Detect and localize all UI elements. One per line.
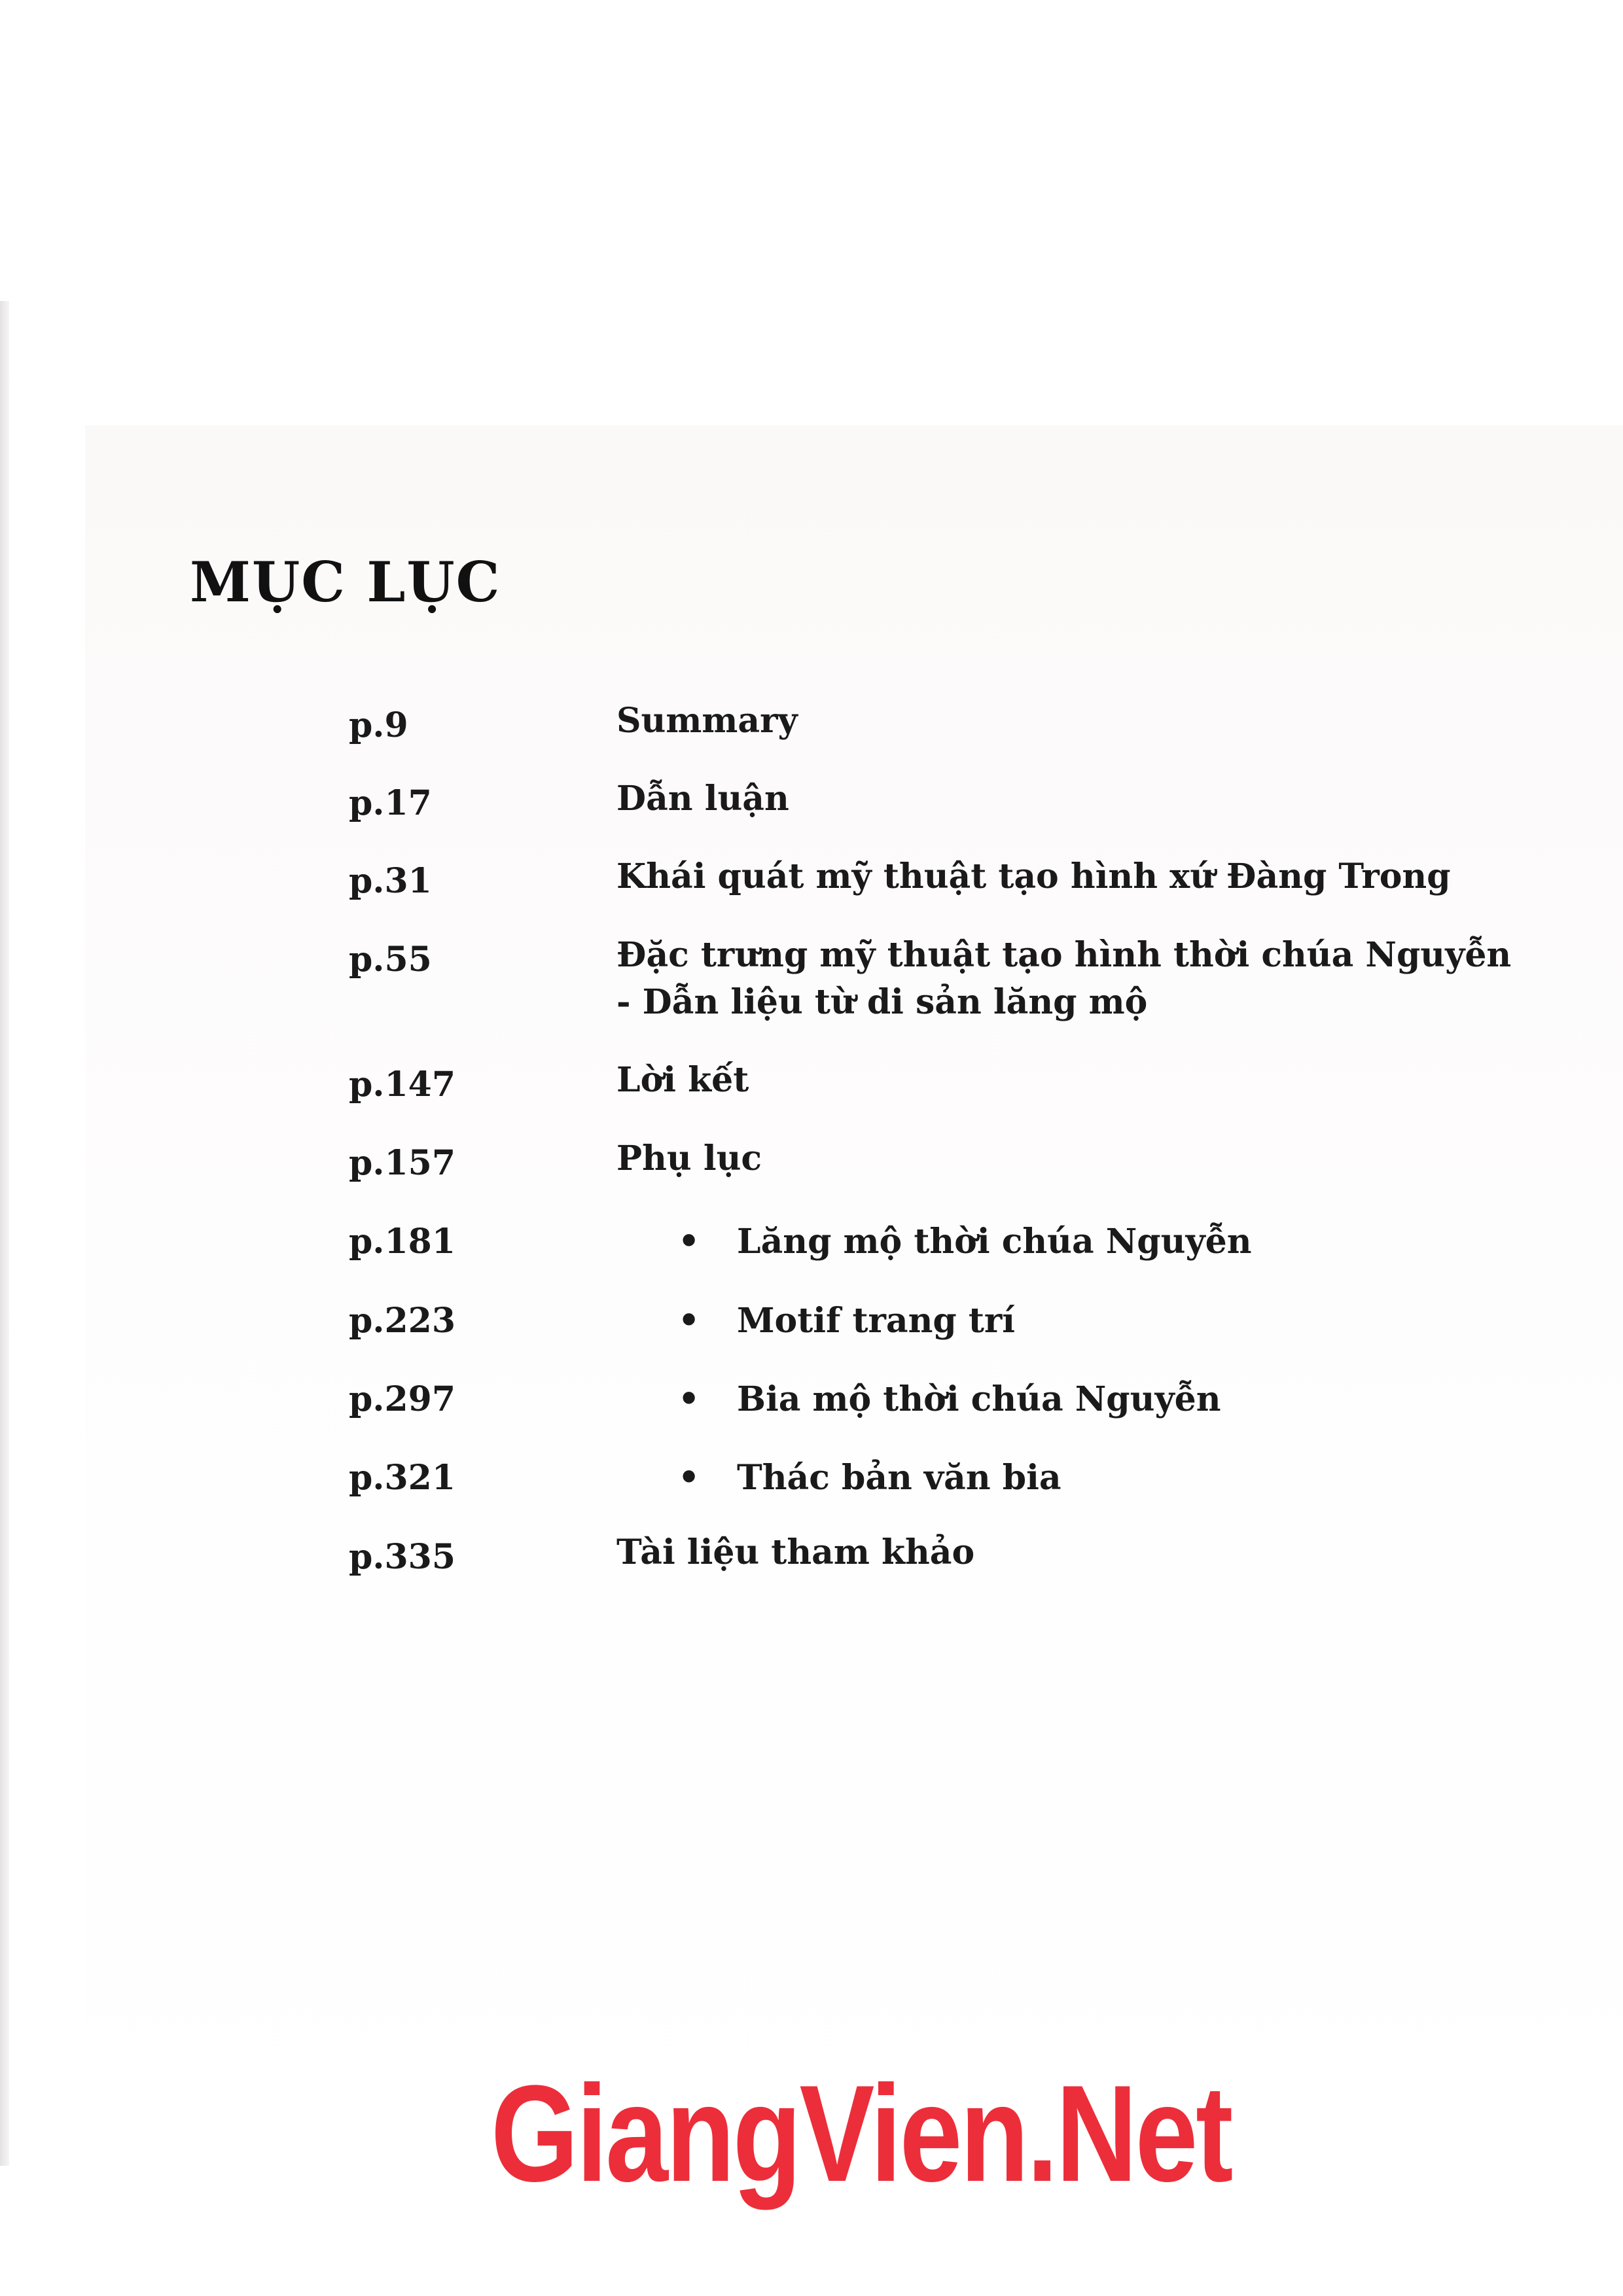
toc-page-number: p.9 — [349, 705, 408, 745]
page-title: MỤC LỤC — [190, 550, 501, 614]
toc-subentry-title: Bia mộ thời chúa Nguyễn — [737, 1379, 1221, 1419]
toc-entry-title-line: Khái quát mỹ thuật tạo hình xứ Đàng Trong — [616, 857, 1451, 896]
bullet-icon: • — [678, 1301, 700, 1341]
toc-entry-title — [616, 1057, 1467, 1104]
toc-entry-title — [616, 1529, 1467, 1576]
watermark-logo: GiangVien.Net — [491, 2057, 1232, 2210]
toc-page-number: p.55 — [349, 940, 432, 980]
toc-entry-title-line: - Dẫn liệu từ di sản lăng mộ — [616, 982, 1148, 1022]
toc-page-number: p.321 — [349, 1458, 456, 1498]
toc-page-number: p.335 — [349, 1537, 456, 1577]
toc-entry-title — [616, 775, 1467, 822]
toc-entry-title — [616, 698, 1467, 745]
toc-entry-title-line: Lời kết — [616, 1060, 749, 1100]
toc-entry-title — [616, 853, 1467, 900]
bullet-icon: • — [678, 1379, 700, 1419]
toc-entry-title-line: Tài liệu tham khảo — [616, 1532, 975, 1572]
toc-entry-title-line: Dẫn luận — [616, 779, 789, 819]
toc-entry-title — [616, 1135, 1467, 1182]
toc-entry-title-line: Phụ lục — [616, 1139, 762, 1178]
toc-subentry-title: Lăng mộ thời chúa Nguyễn — [737, 1222, 1252, 1262]
bullet-icon: • — [678, 1222, 700, 1262]
toc-entry-title — [616, 932, 1512, 1026]
toc-page-number: p.223 — [349, 1301, 456, 1341]
toc-subentry-title: Motif trang trí — [737, 1301, 1016, 1341]
toc-page-number: p.147 — [349, 1065, 456, 1104]
toc-page-number: p.157 — [349, 1143, 456, 1183]
toc-page-number: p.17 — [349, 783, 432, 823]
toc-entry-title-line: Đặc trưng mỹ thuật tạo hình thời chúa Nguyễn — [616, 935, 1512, 975]
toc-page-number: p.31 — [349, 861, 432, 901]
toc-page-number: p.181 — [349, 1222, 456, 1262]
bullet-icon: • — [678, 1458, 700, 1498]
toc-page-number: p.297 — [349, 1379, 456, 1419]
toc-subentry-title: Thác bản văn bia — [737, 1458, 1061, 1498]
toc-entry-title-line: Summary — [616, 701, 798, 741]
